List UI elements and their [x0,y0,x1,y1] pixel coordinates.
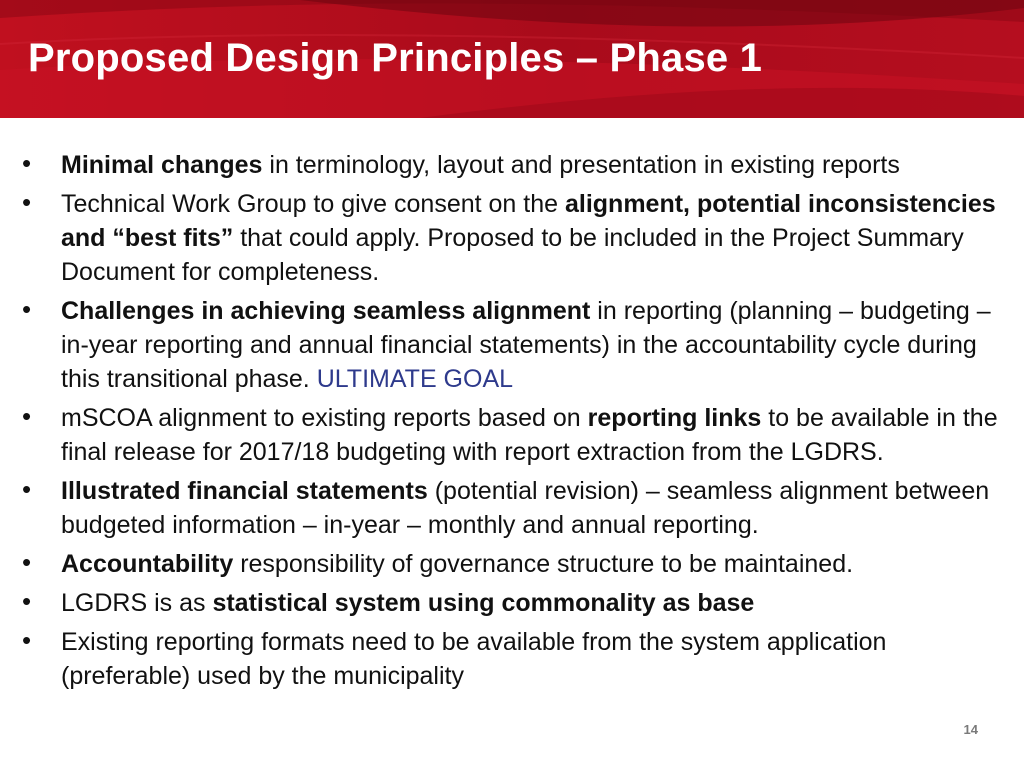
bullet-text: to be available in the final release for 2017/18 budgeting with report extraction from the LGDRS. [61,404,998,466]
bullet-bold-text: reporting links [587,404,762,432]
bullet-text: LGDRS is as [61,589,213,617]
bullet-bold-text: Illustrated financial statements [61,477,428,505]
bullet-text: in terminology, layout and presentation in existing reports [262,151,900,179]
page-number: 14 [963,722,978,737]
bullet-item-illustrated-statements [0,474,1024,542]
bullet-bold-text: statistical system using commonality as base [212,589,755,617]
bullet-item-existing-formats [0,625,1024,693]
bullet-bold-text: Accountability [61,550,234,578]
bullet-bold-text: alignment, potential inconsistencies and “best fits” [61,190,996,252]
bullet-text: Existing reporting formats need to be available from the system application (preferable) used by the municipality [61,628,887,690]
bullet-list [0,148,1024,698]
bullet-text: mSCOA alignment to existing reports based on [61,404,588,432]
bullet-item-minimal-changes [0,148,1024,182]
slide-title: Proposed Design Principles – Phase 1 [28,36,763,80]
bullet-text: Technical Work Group to give consent on the [61,190,565,218]
bullet-item-challenges [0,294,1024,396]
ultimate-goal-highlight: ULTIMATE GOAL [316,365,514,393]
bullet-text: that could apply. Proposed to be included in the Project Summary Document for completeness. [61,224,964,286]
bullet-item-accountability [0,547,1024,581]
bullet-item-lgdrs [0,586,1024,620]
bullet-text: responsibility of governance structure to be maintained. [233,550,854,578]
title-banner [0,0,1024,118]
bullet-item-technical-work-group [0,187,1024,289]
bullet-item-mscoa-alignment [0,401,1024,469]
bullet-bold-text: Minimal changes [61,151,263,179]
bullet-text: (potential revision) – seamless alignment between budgeted information – in-year – monthly and annual reporting. [61,477,990,539]
bullet-text: in reporting (planning – budgeting – in-year reporting and annual financial statements) in the accountability cycle during this transitional phase. [61,297,991,393]
bullet-bold-text: Challenges in achieving seamless alignment [61,297,591,325]
